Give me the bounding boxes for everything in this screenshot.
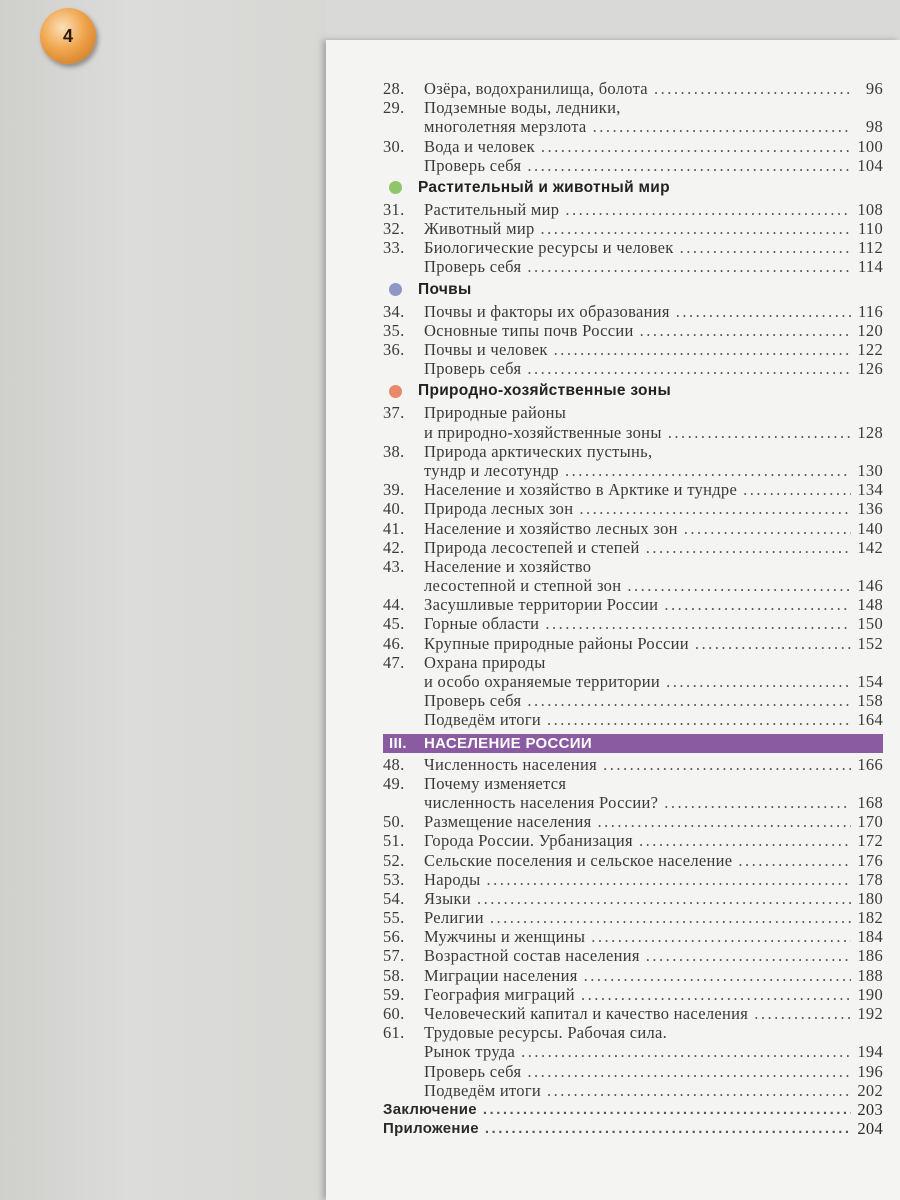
entry-title: и природно-хозяйственные зоны <box>424 422 662 442</box>
toc-entry-line <box>383 947 883 966</box>
entry-title: Природа лесостепей и степей <box>424 537 640 557</box>
entry-title: Крупные природные районы России <box>424 633 689 653</box>
entry-number: 30. <box>383 136 405 156</box>
entry-number: 53. <box>383 869 405 889</box>
section-heading <box>383 178 883 198</box>
entry-number: 45. <box>383 614 405 634</box>
dot-leader <box>676 302 851 321</box>
entry-title: Приложение <box>383 1120 479 1138</box>
entry-page-number: 122 <box>857 340 883 360</box>
entry-page-number: 154 <box>857 672 883 692</box>
entry-page-number: 182 <box>857 908 883 928</box>
toc-entry-line <box>383 1004 883 1023</box>
entry-page-number: 203 <box>857 1099 883 1119</box>
entry-number: 41. <box>383 518 405 538</box>
entry-title: многолетняя мерзлота <box>424 117 587 137</box>
entry-number: 60. <box>383 1004 405 1024</box>
entry-page-number: 186 <box>857 946 883 966</box>
dot-leader <box>554 340 851 359</box>
toc-entry-line <box>383 710 883 729</box>
toc-entry-line <box>383 774 883 793</box>
section-title: Почвы <box>418 280 472 298</box>
toc-entry-line <box>383 557 883 576</box>
entry-title: Сельские поселения и сельское население <box>424 850 733 870</box>
entry-page-number: 148 <box>857 595 883 615</box>
toc-entry-line <box>383 595 883 614</box>
entry-number: 32. <box>383 219 405 239</box>
entry-title: Природа лесных зон <box>424 499 574 519</box>
entry-page-number: 204 <box>857 1119 883 1139</box>
toc-entry-line <box>383 538 883 557</box>
entry-page-number: 178 <box>857 869 883 889</box>
entry-number: 29. <box>383 98 405 118</box>
entry-page-number: 176 <box>857 850 883 870</box>
entry-title: Проверь себя <box>424 155 522 175</box>
dot-leader <box>487 870 851 889</box>
section-title: Природно-хозяйственные зоны <box>418 382 672 400</box>
section-heading <box>383 381 883 401</box>
entry-number: 43. <box>383 556 405 576</box>
entry-title: Подведём итоги <box>424 710 542 730</box>
dot-leader <box>591 927 851 946</box>
dot-leader <box>646 946 851 965</box>
table-of-contents <box>383 79 883 1138</box>
dot-leader <box>695 634 851 653</box>
toc-entry-line <box>383 258 883 277</box>
dot-leader <box>527 1062 851 1081</box>
entry-page-number: 142 <box>857 537 883 557</box>
dot-leader <box>579 499 851 518</box>
entry-title: Растительный мир <box>424 199 560 219</box>
toc-entry-line <box>383 79 883 98</box>
dot-leader <box>545 614 851 633</box>
entry-number: 38. <box>383 441 405 461</box>
entry-number: 42. <box>383 537 405 557</box>
dot-leader <box>666 672 851 691</box>
entry-title: Почвы и человек <box>424 340 548 360</box>
toc-entry-line <box>383 812 883 831</box>
toc-entry-line <box>383 1062 883 1081</box>
entry-title: Население и хозяйство лесных зон <box>424 518 678 538</box>
toc-entry-line <box>383 302 883 321</box>
dot-leader <box>598 812 852 831</box>
entry-title: Население и хозяйство <box>424 556 592 576</box>
entry-number: 56. <box>383 927 405 947</box>
entry-title: Трудовые ресурсы. Рабочая сила. <box>424 1023 668 1043</box>
entry-title: Религии <box>424 908 484 928</box>
dot-leader <box>527 359 851 378</box>
green-dot-icon <box>389 181 402 194</box>
toc-entry-line <box>383 634 883 653</box>
entry-page-number: 120 <box>857 320 883 340</box>
entry-number: 34. <box>383 301 405 321</box>
entry-title: Основные типы почв России <box>424 320 634 340</box>
entry-title: Горные области <box>424 614 540 634</box>
entry-number: 49. <box>383 773 405 793</box>
entry-page-number: 184 <box>857 927 883 947</box>
entry-page-number: 188 <box>857 965 883 985</box>
entry-number: 39. <box>383 480 405 500</box>
entry-title: численность населения России? <box>424 792 659 812</box>
entry-title: Проверь себя <box>424 359 522 379</box>
toc-entry-line <box>383 340 883 359</box>
toc-entry-line <box>383 615 883 634</box>
dot-leader <box>640 321 851 340</box>
entry-page-number: 172 <box>857 831 883 851</box>
toc-entry-line <box>383 576 883 595</box>
entry-title: Озёра, водохранилища, болота <box>424 78 648 98</box>
entry-page-number: 180 <box>857 888 883 908</box>
section-title: Растительный и животный мир <box>418 178 670 196</box>
entry-page-number: 104 <box>857 155 883 175</box>
dot-leader <box>547 1081 851 1100</box>
dot-leader <box>593 117 851 136</box>
toc-entry-line <box>383 519 883 538</box>
toc-entry-line <box>383 1023 883 1042</box>
dot-leader <box>477 889 851 908</box>
entry-title: Засушливые территории России <box>424 595 659 615</box>
dot-leader <box>541 219 851 238</box>
toc-entry-line <box>383 238 883 257</box>
dot-leader <box>680 238 851 257</box>
entry-page-number: 108 <box>857 199 883 219</box>
toc-entry-line <box>383 851 883 870</box>
entry-page-number: 146 <box>857 576 883 596</box>
toc-entry-line <box>383 691 883 710</box>
entry-page-number: 152 <box>857 633 883 653</box>
entry-title: Природа арктических пустынь, <box>424 441 653 461</box>
section-heading <box>383 280 883 300</box>
entry-number: 31. <box>383 199 405 219</box>
dot-leader <box>547 710 851 729</box>
dot-leader <box>527 691 851 710</box>
entry-title: Человеческий капитал и качество населения <box>424 1004 749 1024</box>
entry-page-number: 96 <box>865 78 883 98</box>
toc-closing-entry <box>383 1119 883 1138</box>
entry-number: 52. <box>383 850 405 870</box>
entry-number: 58. <box>383 965 405 985</box>
dot-leader <box>527 156 851 175</box>
entry-title: лесостепной и степной зон <box>424 576 622 596</box>
entry-page-number: 128 <box>857 422 883 442</box>
entry-title: Возрастной состав населения <box>424 946 640 966</box>
entry-number: 35. <box>383 320 405 340</box>
toc-entry-line <box>383 117 883 136</box>
dot-leader <box>581 985 851 1004</box>
toc-entry-line <box>383 1081 883 1100</box>
entry-page-number: 130 <box>857 460 883 480</box>
entry-page-number: 140 <box>857 518 883 538</box>
entry-number: 55. <box>383 908 405 928</box>
entry-page-number: 158 <box>857 691 883 711</box>
toc-entry-line <box>383 653 883 672</box>
entry-page-number: 166 <box>857 754 883 774</box>
toc-entry-line <box>383 889 883 908</box>
entry-title: Города России. Урбанизация <box>424 831 633 851</box>
entry-title: Заключение <box>383 1100 477 1118</box>
page-number-badge: 4 <box>40 8 96 64</box>
dot-leader <box>485 1119 851 1138</box>
entry-title: и особо охраняемые территории <box>424 672 661 692</box>
entry-number: 40. <box>383 499 405 519</box>
entry-title: Языки <box>424 888 471 908</box>
toc-entry-line <box>383 793 883 812</box>
toc-entry-line <box>383 321 883 340</box>
entry-title: Биологические ресурсы и человек <box>424 238 674 258</box>
entry-title: География миграций <box>424 984 575 1004</box>
entry-page-number: 192 <box>857 1004 883 1024</box>
entry-page-number: 110 <box>857 219 883 239</box>
entry-title: Подземные воды, ледники, <box>424 98 621 118</box>
toc-entry-line <box>383 98 883 117</box>
orange-dot-icon <box>389 385 402 398</box>
entry-page-number: 126 <box>857 359 883 379</box>
toc-entry-line <box>383 442 883 461</box>
dot-leader <box>738 851 851 870</box>
entry-title: Животный мир <box>424 219 535 239</box>
entry-title: Проверь себя <box>424 691 522 711</box>
dot-leader <box>527 257 851 276</box>
dot-leader <box>754 1004 851 1023</box>
toc-entry-line <box>383 870 883 889</box>
dot-leader <box>565 200 851 219</box>
entry-page-number: 114 <box>857 257 883 277</box>
toc-entry-line <box>383 908 883 927</box>
toc-entry-line <box>383 156 883 175</box>
entry-title: Миграции населения <box>424 965 578 985</box>
entry-page-number: 170 <box>857 812 883 832</box>
entry-title: Природные районы <box>424 403 567 423</box>
entry-number: 28. <box>383 78 405 98</box>
entry-number: 59. <box>383 984 405 1004</box>
entry-number: 48. <box>383 754 405 774</box>
entry-title: Подведём итоги <box>424 1080 542 1100</box>
dot-leader <box>483 1100 851 1119</box>
entry-title: Размещение населения <box>424 812 592 832</box>
toc-entry-line <box>383 403 883 422</box>
toc-entry-line <box>383 966 883 985</box>
entry-page-number: 190 <box>857 984 883 1004</box>
entry-number: 37. <box>383 403 405 423</box>
dot-leader <box>646 538 851 557</box>
part-heading-band <box>383 734 883 753</box>
entry-title: Проверь себя <box>424 257 522 277</box>
entry-title: Почвы и факторы их образования <box>424 301 670 321</box>
dot-leader <box>639 831 851 850</box>
entry-title: Рынок труда <box>424 1042 516 1062</box>
toc-entry-line <box>383 1042 883 1061</box>
toc-entry-line <box>383 755 883 774</box>
toc-entry-line <box>383 499 883 518</box>
dot-leader <box>521 1042 851 1061</box>
entry-title: тундр и лесотундр <box>424 460 559 480</box>
dot-leader <box>584 966 851 985</box>
toc-entry-line <box>383 985 883 1004</box>
dot-leader <box>664 793 851 812</box>
toc-entry-line <box>383 461 883 480</box>
dot-leader <box>541 137 851 156</box>
toc-entry-line <box>383 200 883 219</box>
entry-page-number: 150 <box>857 614 883 634</box>
entry-number: 57. <box>383 946 405 966</box>
entry-title: Численность населения <box>424 754 598 774</box>
dot-leader <box>654 79 851 98</box>
dot-leader <box>490 908 851 927</box>
left-page <box>0 0 325 1200</box>
entry-page-number: 202 <box>857 1080 883 1100</box>
entry-page-number: 136 <box>857 499 883 519</box>
toc-entry-line <box>383 927 883 946</box>
entry-page-number: 168 <box>857 792 883 812</box>
toc-closing-entry <box>383 1100 883 1119</box>
part-title: НАСЕЛЕНИЕ РОССИИ <box>424 734 592 752</box>
entry-page-number: 116 <box>857 301 883 321</box>
part-roman-numeral: III. <box>389 734 407 752</box>
toc-entry-line <box>383 480 883 499</box>
toc-entry-line <box>383 137 883 156</box>
dot-leader <box>565 461 851 480</box>
entry-title: Мужчины и женщины <box>424 927 586 947</box>
entry-title: Проверь себя <box>424 1061 522 1081</box>
dot-leader <box>684 519 851 538</box>
toc-entry-line <box>383 672 883 691</box>
dot-leader <box>603 755 851 774</box>
dot-leader <box>668 423 851 442</box>
entry-number: 46. <box>383 633 405 653</box>
entry-number: 33. <box>383 238 405 258</box>
entry-page-number: 194 <box>857 1042 883 1062</box>
entry-number: 44. <box>383 595 405 615</box>
entry-title: Население и хозяйство в Арктике и тундре <box>424 480 738 500</box>
toc-entry-line <box>383 219 883 238</box>
entry-title: Охрана природы <box>424 652 546 672</box>
entry-page-number: 98 <box>865 117 883 137</box>
entry-number: 50. <box>383 812 405 832</box>
entry-page-number: 100 <box>857 136 883 156</box>
entry-number: 61. <box>383 1023 405 1043</box>
dot-leader <box>627 576 851 595</box>
entry-title: Народы <box>424 869 481 889</box>
toc-entry-line <box>383 831 883 850</box>
entry-title: Почему изменяется <box>424 773 567 793</box>
entry-title: Вода и человек <box>424 136 535 156</box>
entry-number: 36. <box>383 340 405 360</box>
dot-leader <box>664 595 851 614</box>
entry-number: 51. <box>383 831 405 851</box>
blue-dot-icon <box>389 283 402 296</box>
entry-page-number: 134 <box>857 480 883 500</box>
toc-entry-line <box>383 423 883 442</box>
entry-page-number: 164 <box>857 710 883 730</box>
entry-number: 54. <box>383 888 405 908</box>
entry-page-number: 196 <box>857 1061 883 1081</box>
entry-number: 47. <box>383 652 405 672</box>
entry-page-number: 112 <box>857 238 883 258</box>
dot-leader <box>743 480 851 499</box>
toc-entry-line <box>383 359 883 378</box>
